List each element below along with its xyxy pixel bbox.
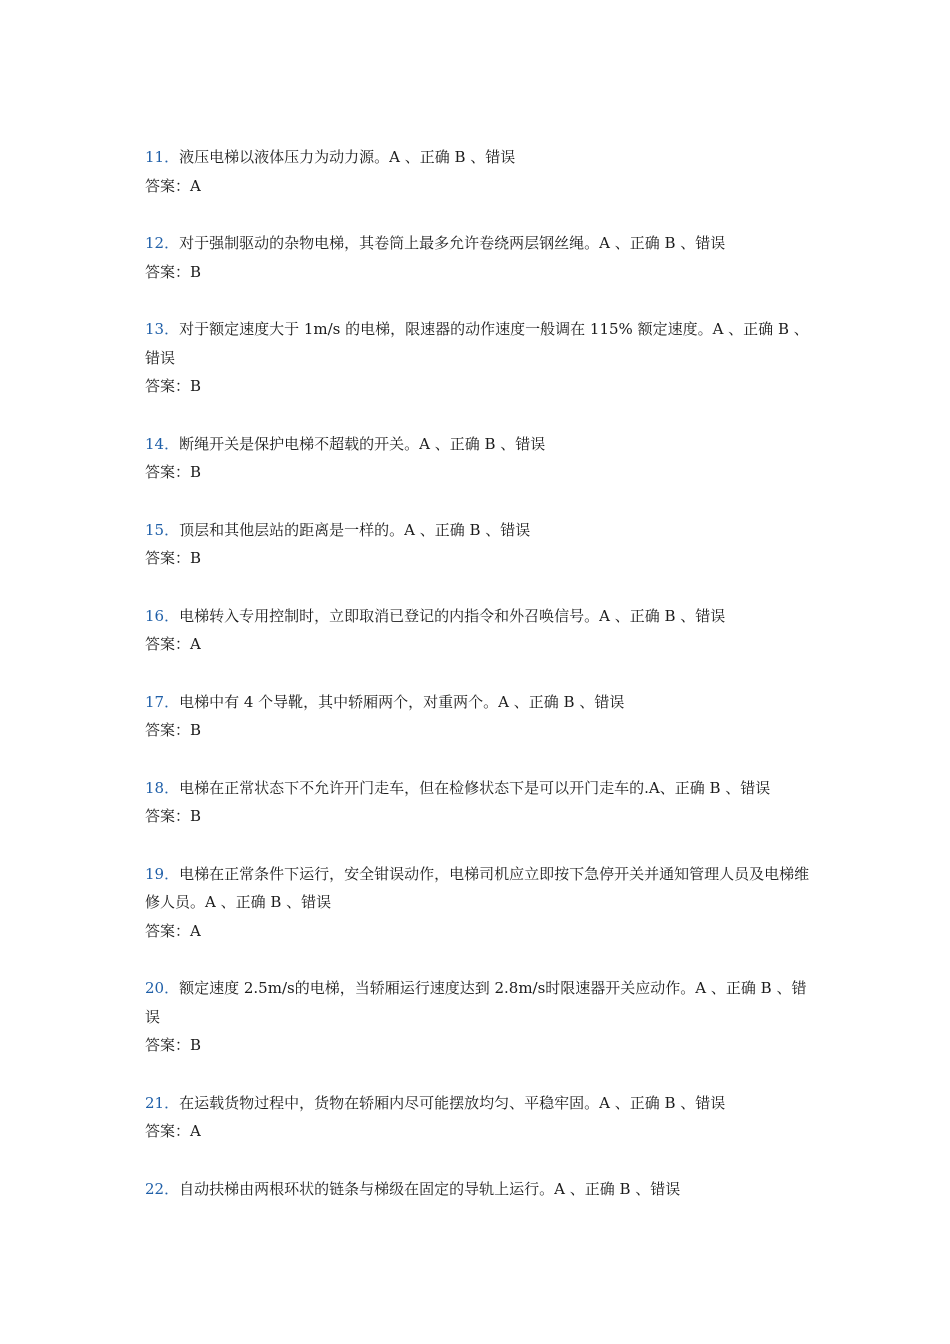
question-text: [145, 774, 810, 803]
question-body: 顶层和其他层站的距离是一样的。A 、正确 B 、错误: [179, 520, 531, 539]
question-12: [145, 229, 810, 286]
question-text: [145, 315, 810, 372]
question-20: [145, 974, 810, 1060]
question-text: [145, 143, 810, 172]
answer-line: 答案：B: [145, 463, 202, 481]
question-text: [145, 974, 810, 1031]
answer-line: 答案：B: [145, 1036, 202, 1054]
question-body: 电梯中有 4 个导靴，其中轿厢两个，对重两个。A 、正确 B 、错误: [179, 692, 625, 711]
question-18: [145, 774, 810, 831]
question-body: 电梯在正常条件下运行，安全钳误动作，电梯司机应立即按下急停开关并通知管理人员及电梯维修人员。A 、正确 B 、错误: [145, 864, 810, 911]
question-body: 电梯转入专用控制时，立即取消已登记的内指令和外召唤信号。A 、正确 B 、错误: [179, 606, 726, 625]
question-body: 电梯在正常状态下不允许开门走车，但在检修状态下是可以开门走车的.A、正确 B 、错误: [179, 778, 771, 797]
question-13: [145, 315, 810, 401]
question-text: [145, 229, 810, 258]
question-number: 12．: [145, 234, 180, 252]
question-11: [145, 143, 810, 200]
answer-line: 答案：B: [145, 807, 202, 825]
answer-line: 答案：B: [145, 377, 202, 395]
question-19: [145, 860, 810, 946]
question-22: [145, 1175, 810, 1204]
question-15: [145, 516, 810, 573]
question-16: [145, 602, 810, 659]
question-body: 对于额定速度大于 1m/s 的电梯，限速器的动作速度一般调在 115% 额定速度。A 、正确 B 、错误: [145, 320, 809, 367]
question-number: 20．: [145, 979, 180, 997]
question-body: 断绳开关是保护电梯不超载的开关。A 、正确 B 、错误: [179, 434, 546, 453]
question-text: [145, 1089, 810, 1118]
question-number: 13．: [145, 320, 180, 338]
question-text: [145, 516, 810, 545]
question-text: [145, 860, 810, 917]
question-body: 对于强制驱动的杂物电梯，其卷筒上最多允许卷绕两层钢丝绳。A 、正确 B 、错误: [179, 234, 726, 252]
question-number: 15．: [145, 520, 180, 539]
question-number: 17．: [145, 692, 180, 711]
question-body: 液压电梯以液体压力为动力源。A 、正确 B 、错误: [179, 148, 516, 166]
answer-line: 答案：B: [145, 549, 202, 567]
question-text: [145, 602, 810, 631]
question-number: 22．: [145, 1179, 180, 1198]
document-page: [145, 143, 810, 1232]
question-body: 自动扶梯由两根环状的链条与梯级在固定的导轨上运行。A 、正确 B 、错误: [179, 1179, 681, 1198]
question-number: 11．: [145, 148, 180, 166]
answer-line: 答案：B: [145, 262, 202, 281]
answer-line: 答案：A: [145, 635, 201, 653]
answer-line: 答案：A: [145, 176, 201, 195]
question-number: 14．: [145, 434, 180, 453]
answer-line: 答案：A: [145, 921, 201, 940]
question-number: 19．: [145, 864, 180, 883]
question-body: 额定速度 2.5m/s的电梯，当轿厢运行速度达到 2.8m/s时限速器开关应动作。A 、正确 B 、错误: [145, 979, 807, 1026]
question-body: 在运载货物过程中，货物在轿厢内尽可能摆放均匀、平稳牢固。A 、正确 B 、错误: [179, 1093, 726, 1112]
question-number: 16．: [145, 606, 180, 625]
answer-line: 答案：B: [145, 721, 202, 739]
answer-line: 答案：A: [145, 1122, 201, 1140]
question-14: [145, 430, 810, 487]
question-number: 21．: [145, 1093, 180, 1112]
question-text: [145, 1175, 810, 1204]
question-number: 18．: [145, 778, 180, 797]
question-text: [145, 688, 810, 717]
question-17: [145, 688, 810, 745]
question-21: [145, 1089, 810, 1146]
question-text: [145, 430, 810, 459]
